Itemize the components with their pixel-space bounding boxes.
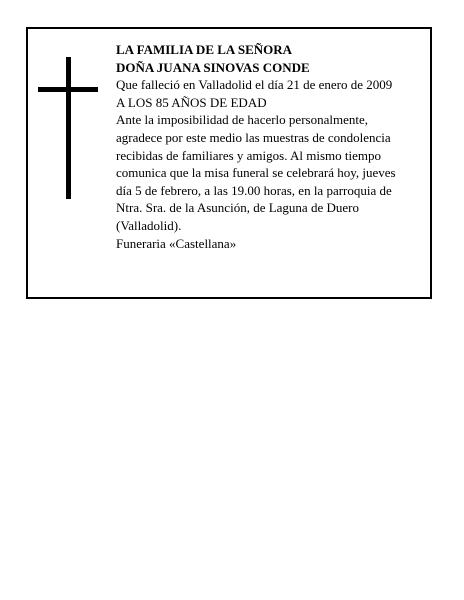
cross-vertical-bar <box>66 57 71 199</box>
death-date-line: Que falleció en Valladolid el día 21 de enero de 2009 <box>116 77 393 93</box>
body-line: comunica que la misa funeral se celebrará hoy, jueves <box>116 165 396 181</box>
body-line: recibidas de familiares y amigos. Al mismo tiempo <box>116 147 382 163</box>
cross-icon <box>38 57 98 199</box>
notice-text <box>116 41 416 252</box>
body-line: agradece por este medio las muestras de condolencia <box>116 129 391 145</box>
body-line: día 5 de febrero, a las 19.00 horas, en la parroquia de <box>116 182 392 198</box>
body-line: (Valladolid). <box>116 217 182 233</box>
body-line: Ntra. Sra. de la Asunción, de Laguna de Duero <box>116 200 359 216</box>
body-line: Ante la imposibilidad de hacerlo personalmente, <box>116 112 368 128</box>
funeral-home: Funeraria «Castellana» <box>116 235 237 251</box>
age-line: A LOS 85 AÑOS DE EDAD <box>116 94 267 110</box>
heading-family: LA FAMILIA DE LA SEÑORA <box>116 42 293 57</box>
heading-deceased-name: DOÑA JUANA SINOVAS CONDE <box>116 59 310 75</box>
cross-horizontal-bar <box>38 87 98 92</box>
obituary-notice <box>26 27 432 299</box>
